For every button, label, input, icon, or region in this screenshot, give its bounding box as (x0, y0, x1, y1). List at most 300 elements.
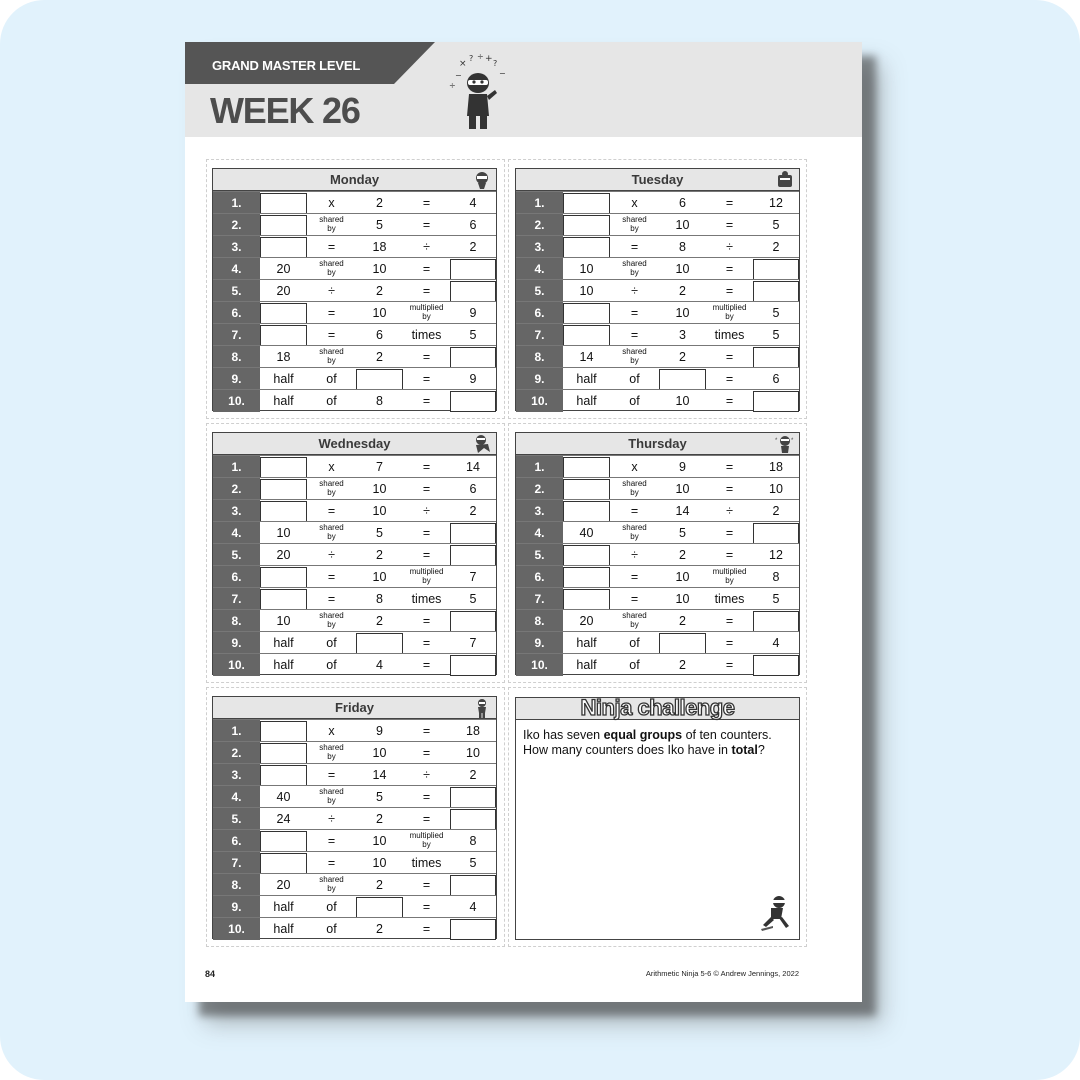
equation-term: = (725, 284, 734, 298)
equation-term: 4 (376, 658, 383, 672)
answer-box[interactable] (450, 391, 496, 412)
equation-term: 5 (772, 306, 780, 320)
answer-box[interactable] (563, 479, 610, 500)
equation-term: 2 (376, 922, 383, 936)
ninja-standing-icon (472, 698, 492, 718)
svg-text:?: ? (469, 54, 474, 63)
equation-term: = (422, 724, 431, 738)
ninja-jump-icon (472, 434, 492, 454)
monday-header (213, 169, 496, 191)
week-title: WEEK 26 (210, 90, 360, 131)
question-number: 3. (213, 500, 260, 522)
question-row (213, 763, 496, 785)
answer-box[interactable] (659, 369, 706, 390)
equation-term: ÷ (631, 548, 638, 562)
equation-term: 10 (372, 504, 387, 518)
question-number: 8. (213, 346, 260, 368)
answer-box[interactable] (260, 589, 307, 610)
answer-box[interactable] (260, 721, 307, 742)
equation-term: 18 (372, 240, 387, 254)
equation-term: 2 (772, 504, 780, 518)
equation-term: = (422, 526, 431, 540)
day-title: Monday (329, 172, 380, 187)
question-row (213, 389, 496, 411)
equation-term: 2 (679, 658, 686, 672)
equation-term: 8 (376, 394, 383, 408)
equation-term: = (630, 306, 639, 320)
answer-box[interactable] (450, 919, 496, 940)
question-number: 10. (516, 654, 563, 676)
equation-term: 9 (469, 372, 477, 386)
ninja-stars-icon (775, 434, 795, 454)
question-number: 8. (516, 610, 563, 632)
equation-term: = (725, 482, 734, 496)
question-row (213, 917, 496, 939)
question-row (213, 873, 496, 895)
equation-term: shared by (319, 347, 344, 365)
worksheet-page (185, 42, 862, 1002)
page-number: 84 (205, 969, 216, 979)
equation-term: 6 (469, 218, 477, 232)
equation-term: = (422, 262, 431, 276)
svg-text:?: ? (493, 59, 498, 68)
equation-term: 12 (769, 548, 783, 562)
equation-term: times (714, 592, 745, 606)
equation-term: 2 (376, 196, 383, 210)
answer-box[interactable] (753, 611, 799, 632)
equation-term: times (714, 328, 745, 342)
answer-box[interactable] (450, 809, 496, 830)
svg-text:÷: ÷ (477, 52, 484, 61)
question-number: 3. (213, 764, 260, 786)
equation-term: ÷ (423, 768, 430, 782)
question-row (516, 587, 799, 609)
equation-term: ÷ (328, 812, 335, 826)
question-number: 1. (516, 456, 563, 478)
equation-term: shared by (622, 479, 647, 497)
equation-term: = (327, 570, 336, 584)
day-title: Wednesday (318, 436, 391, 451)
question-row (516, 323, 799, 345)
friday-header (213, 697, 496, 719)
equation-term: times (411, 328, 442, 342)
equation-term: x (328, 724, 335, 738)
equation-term: 8 (772, 570, 780, 584)
equation-term: 14 (675, 504, 690, 518)
question-row (516, 389, 799, 411)
answer-box[interactable] (563, 237, 610, 258)
answer-box[interactable] (260, 501, 307, 522)
equation-term: half (576, 636, 597, 650)
question-number: 5. (213, 280, 260, 302)
challenge-text-part: of ten counters. How many counters does Iko have in (523, 728, 772, 757)
question-number: 2. (516, 214, 563, 236)
answer-box[interactable] (563, 215, 610, 236)
equation-term: 10 (372, 262, 387, 276)
equation-term: shared by (319, 215, 344, 233)
ninja-scroll-icon (775, 170, 795, 190)
answer-box[interactable] (450, 523, 496, 544)
equation-term: 10 (579, 262, 594, 276)
equation-term: 4 (772, 636, 780, 650)
equation-term: 2 (469, 504, 477, 518)
wednesday-table (212, 432, 497, 675)
equation-term: = (327, 328, 336, 342)
question-number: 3. (516, 500, 563, 522)
copyright-footer: Arithmetic Ninja 5-6 © Andrew Jennings, 2022 (645, 969, 799, 978)
equation-term: 10 (675, 394, 690, 408)
question-number: 4. (213, 258, 260, 280)
equation-term: = (725, 614, 734, 628)
equation-term: multiplied by (409, 831, 444, 849)
equation-term: 6 (469, 482, 477, 496)
question-number: 5. (213, 544, 260, 566)
equation-term: 2 (376, 284, 383, 298)
equation-term: shared by (319, 259, 344, 277)
equation-term: 2 (679, 614, 686, 628)
equation-term: multiplied by (712, 567, 747, 585)
equation-term: = (422, 482, 431, 496)
equation-term: multiplied by (409, 303, 444, 321)
question-row (213, 345, 496, 367)
question-number: 2. (213, 742, 260, 764)
tuesday-table (515, 168, 800, 411)
ninja-thinking-icon (447, 50, 509, 130)
equation-term: of (326, 922, 337, 936)
answer-box[interactable] (753, 391, 799, 412)
answer-box[interactable] (753, 281, 799, 302)
answer-box[interactable] (450, 875, 496, 896)
answer-box[interactable] (450, 281, 496, 302)
equation-term: 10 (769, 482, 783, 496)
equation-term: shared by (622, 347, 647, 365)
equation-term: ÷ (423, 240, 430, 254)
question-number: 8. (516, 346, 563, 368)
answer-box[interactable] (563, 501, 610, 522)
equation-term: half (273, 636, 294, 650)
equation-term: shared by (319, 787, 344, 805)
answer-box[interactable] (563, 325, 610, 346)
equation-term: of (629, 658, 640, 672)
question-row (213, 455, 496, 477)
equation-term: 24 (276, 812, 291, 826)
equation-term: = (327, 504, 336, 518)
answer-box[interactable] (563, 545, 610, 566)
equation-term: of (326, 658, 337, 672)
question-number: 8. (213, 874, 260, 896)
question-number: 6. (213, 302, 260, 324)
equation-term: 2 (376, 548, 383, 562)
ninja-head-icon (472, 170, 492, 190)
equation-term: = (725, 350, 734, 364)
equation-term: of (326, 394, 337, 408)
equation-term: 5 (772, 592, 780, 606)
answer-box[interactable] (563, 567, 610, 588)
equation-term: 2 (469, 768, 477, 782)
question-row (213, 235, 496, 257)
question-row (213, 301, 496, 323)
equation-term: multiplied by (712, 303, 747, 321)
question-row (213, 631, 496, 653)
equation-term: 2 (679, 284, 686, 298)
equation-term: 10 (675, 218, 690, 232)
equation-term: = (725, 262, 734, 276)
equation-term: 10 (579, 284, 594, 298)
answer-box[interactable] (450, 259, 496, 280)
equation-term: 5 (772, 218, 780, 232)
question-row (516, 543, 799, 565)
answer-box[interactable] (260, 765, 307, 786)
equation-term: 3 (679, 328, 686, 342)
question-number: 6. (213, 830, 260, 852)
equation-term: 10 (372, 482, 387, 496)
question-number: 4. (516, 258, 563, 280)
equation-term: = (422, 196, 431, 210)
equation-term: = (327, 240, 336, 254)
equation-term: ÷ (328, 548, 335, 562)
equation-term: 2 (679, 350, 686, 364)
answer-box[interactable] (260, 479, 307, 500)
question-number: 1. (213, 192, 260, 214)
question-row (516, 235, 799, 257)
equation-term: of (629, 372, 640, 386)
question-row (516, 521, 799, 543)
equation-term: shared by (622, 215, 647, 233)
equation-term: 9 (469, 306, 477, 320)
equation-term: = (725, 636, 734, 650)
equation-term: 8 (376, 592, 383, 606)
equation-term: = (422, 790, 431, 804)
question-row (213, 609, 496, 631)
equation-term: 18 (769, 460, 783, 474)
equation-term: = (725, 196, 734, 210)
equation-term: half (273, 900, 294, 914)
day-title: Friday (334, 700, 374, 715)
answer-box[interactable] (450, 611, 496, 632)
equation-term: times (411, 856, 442, 870)
equation-term: = (630, 240, 639, 254)
question-number: 6. (516, 566, 563, 588)
answer-box[interactable] (260, 853, 307, 874)
equation-term: = (630, 504, 639, 518)
question-row (213, 521, 496, 543)
question-row (213, 785, 496, 807)
question-row (516, 631, 799, 653)
answer-box[interactable] (356, 897, 403, 918)
equation-term: times (411, 592, 442, 606)
equation-term: = (422, 812, 431, 826)
equation-term: 6 (376, 328, 383, 342)
thursday-header (516, 433, 799, 455)
equation-term: 2 (376, 812, 383, 826)
question-row (516, 279, 799, 301)
answer-box[interactable] (260, 237, 307, 258)
equation-term: shared by (319, 875, 344, 893)
answer-box[interactable] (260, 325, 307, 346)
equation-term: 20 (276, 284, 291, 298)
equation-term: 10 (675, 570, 690, 584)
equation-term: 5 (376, 526, 383, 540)
day-title: Thursday (628, 436, 687, 451)
equation-term: shared by (622, 611, 647, 629)
equation-term: multiplied by (409, 567, 444, 585)
question-number: 9. (213, 896, 260, 918)
question-number: 10. (516, 390, 563, 412)
equation-term: = (422, 350, 431, 364)
equation-term: = (422, 746, 431, 760)
equation-term: half (273, 372, 294, 386)
question-row (213, 477, 496, 499)
question-number: 5. (516, 280, 563, 302)
equation-term: = (630, 592, 639, 606)
equation-term: 10 (675, 306, 690, 320)
question-row (213, 191, 496, 213)
equation-term: 2 (376, 878, 383, 892)
equation-term: = (725, 218, 734, 232)
equation-term: ÷ (726, 240, 733, 254)
answer-box[interactable] (260, 831, 307, 852)
equation-term: shared by (319, 523, 344, 541)
question-row (213, 829, 496, 851)
question-number: 5. (213, 808, 260, 830)
question-row (213, 741, 496, 763)
answer-box[interactable] (260, 743, 307, 764)
question-number: 10. (213, 654, 260, 676)
question-number: 8. (213, 610, 260, 632)
answer-box[interactable] (450, 347, 496, 368)
answer-box[interactable] (260, 567, 307, 588)
equation-term: half (576, 372, 597, 386)
equation-term: = (327, 306, 336, 320)
question-number: 7. (516, 588, 563, 610)
equation-term: 8 (679, 240, 686, 254)
answer-box[interactable] (260, 215, 307, 236)
equation-term: 14 (466, 460, 480, 474)
equation-term: = (725, 526, 734, 540)
equation-term: of (326, 900, 337, 914)
equation-term: 40 (276, 790, 291, 804)
question-row (213, 653, 496, 675)
question-number: 6. (516, 302, 563, 324)
answer-box[interactable] (260, 457, 307, 478)
equation-term: = (725, 372, 734, 386)
equation-term: 18 (466, 724, 480, 738)
answer-box[interactable] (563, 193, 610, 214)
question-number: 9. (213, 368, 260, 390)
equation-term: shared by (319, 743, 344, 761)
question-row (516, 653, 799, 675)
equation-term: = (725, 460, 734, 474)
answer-box[interactable] (563, 589, 610, 610)
equation-term: 18 (276, 350, 291, 364)
answer-box[interactable] (753, 655, 799, 676)
equation-term: half (273, 394, 294, 408)
challenge-text-part: ? (757, 743, 765, 757)
equation-term: = (422, 614, 431, 628)
equation-term: = (630, 328, 639, 342)
question-number: 2. (213, 214, 260, 236)
answer-box[interactable] (563, 457, 610, 478)
equation-term: 14 (372, 768, 387, 782)
equation-term: = (725, 658, 734, 672)
equation-term: shared by (622, 259, 647, 277)
question-number: 10. (213, 918, 260, 940)
equation-term: 5 (469, 856, 477, 870)
question-number: 6. (213, 566, 260, 588)
question-row (516, 367, 799, 389)
answer-box[interactable] (753, 347, 799, 368)
equation-term: = (422, 658, 431, 672)
question-row (213, 323, 496, 345)
question-row (516, 213, 799, 235)
answer-box[interactable] (450, 655, 496, 676)
equation-term: 2 (679, 548, 686, 562)
equation-term: 20 (276, 548, 291, 562)
answer-box[interactable] (356, 633, 403, 654)
equation-term: 5 (469, 592, 477, 606)
equation-term: 2 (376, 350, 383, 364)
question-row (213, 279, 496, 301)
equation-term: 6 (679, 196, 686, 210)
equation-term: 12 (769, 196, 783, 210)
equation-term: 2 (772, 240, 780, 254)
answer-box[interactable] (260, 303, 307, 324)
equation-term: 10 (276, 614, 291, 628)
equation-term: = (630, 570, 639, 584)
equation-term: 10 (372, 570, 387, 584)
answer-box[interactable] (356, 369, 403, 390)
answer-box[interactable] (659, 633, 706, 654)
answer-box[interactable] (753, 523, 799, 544)
equation-term: = (327, 768, 336, 782)
question-row (213, 367, 496, 389)
equation-term: = (725, 548, 734, 562)
question-row (516, 565, 799, 587)
answer-box[interactable] (753, 259, 799, 280)
equation-term: = (327, 856, 336, 870)
answer-box[interactable] (260, 193, 307, 214)
answer-box[interactable] (450, 787, 496, 808)
question-number: 7. (516, 324, 563, 346)
question-number: 2. (213, 478, 260, 500)
equation-term: 5 (772, 328, 780, 342)
question-number: 3. (516, 236, 563, 258)
challenge-text-part: Iko has seven (523, 728, 604, 742)
equation-term: 10 (276, 526, 291, 540)
question-row (516, 301, 799, 323)
ninja-running-icon (759, 895, 791, 931)
svg-text:+: + (485, 54, 493, 64)
equation-term: 20 (276, 262, 291, 276)
equation-term: = (422, 636, 431, 650)
question-number: 1. (213, 456, 260, 478)
answer-box[interactable] (563, 303, 610, 324)
question-number: 1. (516, 192, 563, 214)
question-row (213, 719, 496, 741)
equation-term: = (422, 372, 431, 386)
equation-term: ÷ (726, 504, 733, 518)
equation-term: 10 (675, 262, 690, 276)
question-row (213, 213, 496, 235)
equation-term: of (326, 372, 337, 386)
equation-term: ÷ (328, 284, 335, 298)
answer-box[interactable] (450, 545, 496, 566)
question-row (213, 851, 496, 873)
equation-term: x (328, 460, 335, 474)
tuesday-header (516, 169, 799, 191)
equation-term: 6 (772, 372, 780, 386)
challenge-title: Ninja challenge (580, 695, 735, 720)
